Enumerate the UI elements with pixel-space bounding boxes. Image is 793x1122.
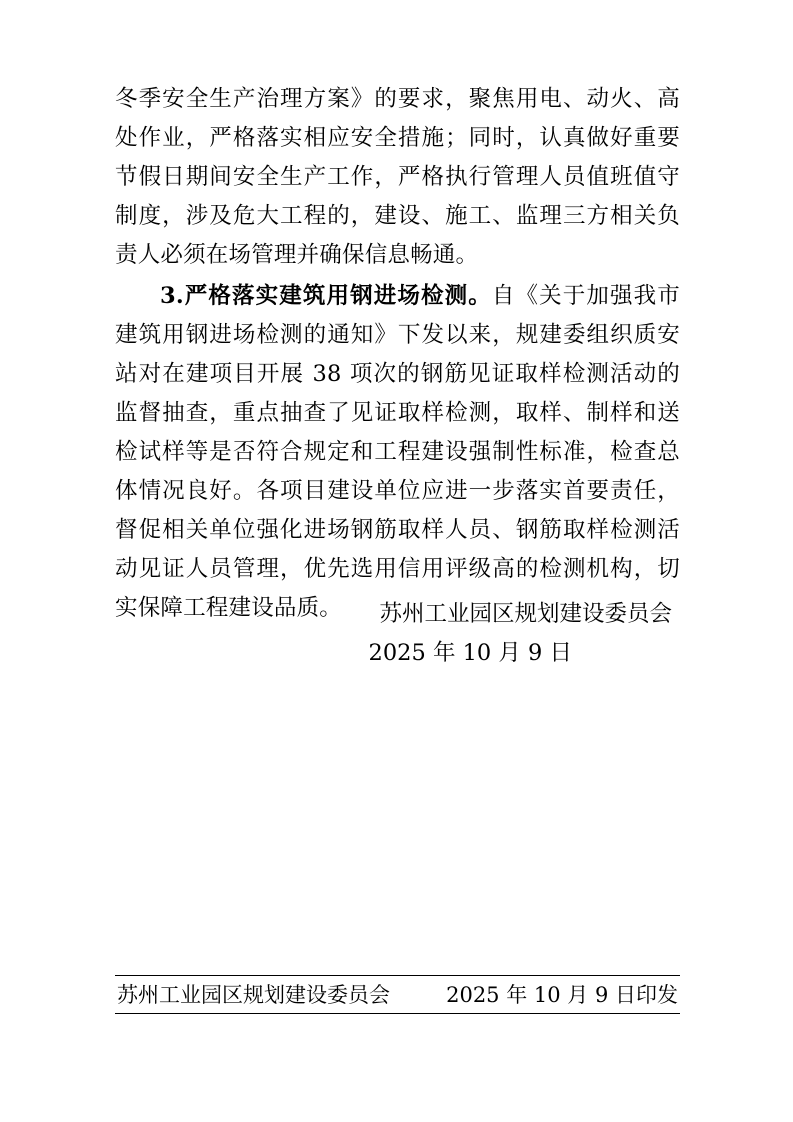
paragraph-continued bbox=[115, 80, 680, 275]
page-footer bbox=[115, 975, 680, 1014]
signature-date: 2025 年 10 月 9 日 bbox=[368, 640, 572, 666]
paragraph-text: 冬季安全生产治理方案》的要求，聚焦用电、动火、高处作业，严格落实相应安全措施；同时，认真做好重要节假日期间安全生产工作，严格执行管理人员值班值守制度，涉及危大工程的，建设、施工、监理三方相关负责人必须在场管理并确保信息畅通。 bbox=[115, 86, 680, 268]
signature-organization: 苏州工业园区规划建设委员会 bbox=[379, 601, 672, 627]
paragraph-item-3 bbox=[115, 277, 680, 628]
footer-issuer: 苏州工业园区规划建设委员会 bbox=[117, 983, 390, 1007]
footer-issue-date: 2025 年 10 月 9 日印发 bbox=[446, 983, 678, 1007]
document-body bbox=[115, 80, 680, 628]
footer-content bbox=[115, 976, 680, 1012]
footer-divider-bottom bbox=[115, 1013, 680, 1014]
paragraph-heading-run: 3.严格落实建筑用钢进场检测。 bbox=[160, 283, 492, 309]
paragraph-text: 自《关于加强我市建筑用钢进场检测的通知》下发以来，规建委组织质安站对在建项目开展 38 项次的钢筋见证取样检测活动的监督抽查，重点抽查了见证取样检测，取样、制样和送检试样等是否符合规定和工程建设强制性标准，检查总体情况良好。各项目建设单位应进一步落实首要责任，督促相关单位强化进场钢筋取样人员、钢筋取样检测活动见证人员管理，优先选用信用评级高的检测机构，切实保障工程建设品质。 bbox=[115, 283, 680, 621]
signature-block bbox=[115, 595, 680, 673]
